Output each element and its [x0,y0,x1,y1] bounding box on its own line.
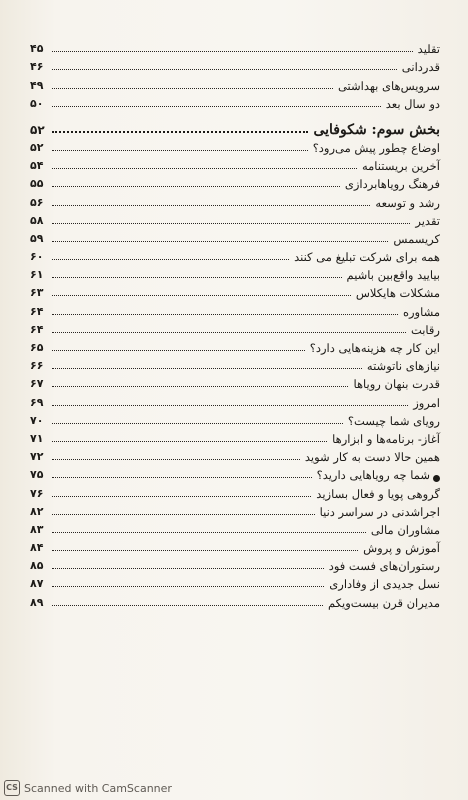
dot-leader [52,514,315,515]
toc-entry-title-text: مشاوره [402,304,440,319]
toc-entry-title [314,487,440,501]
toc-entry-title [327,577,440,591]
toc-entry-title [416,42,440,56]
toc-entry-title [303,450,440,464]
toc-entry [30,155,440,173]
toc-entry-page-number: ۶۷ [30,377,44,391]
toc-entry-title-text: رستوران‌های فست فود [328,559,440,574]
dot-leader [52,350,305,351]
toc-entry-title-text: فرهنگ رویاهابردازی [344,177,440,192]
toc-entry-title-text: بخش سوم: شکوفایی [313,121,440,138]
toc-entry [30,74,440,92]
dot-leader [52,314,398,315]
toc-entry-page-number: ۶۶ [30,359,44,373]
toc-entry-page-number: ۷۵ [30,468,44,482]
toc-entry [30,300,440,318]
toc-entry-title-text: مشکلات هایکلاس [355,286,440,301]
toc-entry-title-text: همین حالا دست به کار شوید [304,450,440,465]
toc-entry-page-number: ۸۹ [30,595,44,609]
toc-entry [30,428,440,446]
toc-entry [30,93,440,111]
toc-entry-title-text: رویای شما چیست؟ [347,413,440,428]
toc-entry [30,191,440,209]
dot-leader [52,277,342,278]
toc-entry [30,464,440,482]
toc-entry [30,410,440,428]
toc-entry [30,555,440,573]
watermark-text: Scanned with CamScanner [24,781,172,795]
toc-entry-title-text: نیازهای ناتوشته [366,359,440,374]
toc-entry-page-number: ۵۰ [30,96,44,110]
toc-entry-title [315,468,430,482]
toc-entry [30,355,440,373]
dot-leader [52,295,351,296]
toc-entry-title [400,60,440,74]
toc-entry-page-number: ۶۴ [30,304,44,318]
toc-entry [30,391,440,409]
toc-entry-page-number: ۵۲ [30,122,45,137]
toc-entry-title-text: آخرین بریستنامه [361,159,440,174]
toc-entry-page-number: ۸۵ [30,559,44,573]
dot-leader [52,459,300,460]
toc-entry [30,446,440,464]
toc-entry-title-text: بیایید واقع‌بین باشیم [346,268,440,283]
dot-leader [52,51,413,52]
toc-entry-title [354,286,440,300]
toc-entry [30,501,440,519]
toc-entry [30,264,440,282]
dot-leader [52,568,324,569]
toc-entry-title-text: گروهی پویا و فعال بسازید [316,486,440,501]
toc-entry [30,519,440,537]
toc-entry [30,228,440,246]
toc-entry-title-text: این کار چه هزینه‌هایی دارد؟ [309,341,440,355]
toc-entry [30,319,440,337]
toc-entry-page-number: ۶۵ [30,341,44,354]
toc-entry-title [311,123,440,137]
toc-entry-page-number: ۵۸ [30,213,44,227]
toc-entry-page-number: ۷۶ [30,486,44,500]
toc-entry-title [326,596,440,610]
dot-leader [52,441,327,442]
dot-leader [52,131,308,133]
toc-entry-title-text: قدردانی [401,60,440,75]
toc-entry-page-number: ۵۹ [30,231,44,245]
toc-entry-title [346,414,440,428]
toc-entry [30,137,440,155]
toc-entry [30,210,440,228]
toc-entry-title [311,141,440,155]
toc-entry [30,573,440,591]
toc-entry [30,282,440,300]
toc-entry-title-text: تقلید [417,42,440,57]
dot-leader [52,496,311,497]
toc-entry-page-number: ۵۲ [30,140,44,154]
toc-entry [30,38,440,56]
toc-entry-title [292,250,440,264]
toc-entry-page-number: ۶۰ [30,250,44,264]
toc-entry-title [413,214,440,228]
toc-entry-page-number: ۵۴ [30,159,44,173]
toc-entry-title [360,159,440,173]
toc-entry-page-number: ۶۳ [30,286,44,300]
toc-entry-title-text: سرویس‌های بهداشتی [337,78,440,93]
dot-leader [52,550,358,551]
toc-entry-title [409,323,440,337]
toc-entry-title-text: کریسمس [393,231,440,246]
toc-entry-title [330,432,440,446]
toc-entry [30,537,440,555]
toc-entry-title-text: تقدیر [415,213,440,228]
toc-entry-title-text: رقابت [410,322,440,337]
toc-entry-title [336,79,440,93]
toc-entry-title [345,268,440,282]
toc-entry-page-number: ۴۶ [30,60,44,74]
toc-entry-title [391,232,440,246]
toc-entry-title [384,97,440,111]
dot-leader [52,405,408,406]
toc-entry-page-number: ۴۹ [30,78,44,92]
toc-entry-page-number: ۶۴ [30,322,44,336]
dot-leader [52,223,410,224]
toc-entry-page-number: ۸۷ [30,577,44,591]
toc-entry [30,246,440,264]
toc-entry-page-number: ۸۴ [30,541,44,555]
dot-leader [52,586,324,587]
dot-leader [52,186,340,187]
toc-entry-title [401,305,440,319]
dot-leader [52,368,362,369]
camscanner-watermark [4,780,172,796]
toc-entry-title [327,559,440,573]
toc-entry-title-text: امروز [413,395,440,410]
bullet-icon [433,475,440,482]
toc-entry-title [365,359,440,373]
toc-entry-title-text: مدیران قرن بیست‌ویکم [328,595,440,610]
dot-leader [52,241,388,242]
toc-entry-title [411,396,440,410]
toc-entry-title-text: نسل جدیدی از وفاداری [329,577,440,592]
toc-entry-title-text: دو سال بعد [385,96,440,111]
dot-leader [52,386,348,387]
dot-leader [52,532,366,533]
toc-entry-title [318,505,440,519]
toc-entry-page-number: ۷۱ [30,431,44,445]
toc-entry-page-number: ۵۵ [30,177,44,191]
toc-entry-title-text: مشاوران مالی [370,522,440,537]
toc-entry [30,173,440,191]
toc-entry-title [351,377,440,391]
toc-entry-page-number: ۷۰ [30,413,44,427]
toc-entry-title-text: رشد و توسعه [375,195,440,210]
dot-leader [52,205,370,206]
dot-leader [52,88,333,89]
toc-entry-title-text: همه برای شرکت تبلیغ می کنند [294,250,440,265]
toc-entry-page-number: ۴۵ [30,42,44,56]
dot-leader [52,69,397,70]
toc-entry-title-text: قدرت بنهان رویاها [353,377,440,392]
toc-entry-title-text: آغاز- برنامه‌ها و ابزارها [332,431,440,446]
toc-entry-title [361,541,440,555]
toc-entry-title [369,523,440,537]
toc-section-heading [30,111,440,137]
toc-entry [30,373,440,391]
dot-leader [52,477,312,478]
toc-entry-page-number: ۸۲ [30,504,44,518]
toc-entry-title [308,341,440,355]
dot-leader [52,168,357,169]
toc-entry-page-number: ۶۹ [30,395,44,409]
dot-leader [52,106,381,107]
toc-entry [30,56,440,74]
toc-entry-page-number: ۵۶ [30,195,44,209]
toc-entry-title [343,177,440,191]
toc-entry-page-number: ۶۱ [30,268,44,282]
dot-leader [52,150,308,151]
toc-entry-page-number: ۸۳ [30,522,44,536]
table-of-contents [30,38,440,610]
toc-entry-title-text: اوضاع چطور پیش می‌رود؟ [312,140,440,155]
toc-entry [30,591,440,609]
toc-entry [30,482,440,500]
toc-entry-title-text: اجراشدنی در سراسر دنیا [319,504,440,519]
dot-leader [52,423,343,424]
toc-entry-title [373,196,440,210]
toc-entry-page-number: ۷۲ [30,450,44,464]
toc-entry-title-text: آموزش و پروش [363,541,440,556]
dot-leader [52,605,323,606]
camscanner-logo-icon: CS [4,780,20,796]
dot-leader [52,259,289,260]
toc-entry [30,337,440,355]
toc-entry-title-text: شما چه رویاهایی دارید؟ [316,468,430,483]
dot-leader [52,332,406,333]
